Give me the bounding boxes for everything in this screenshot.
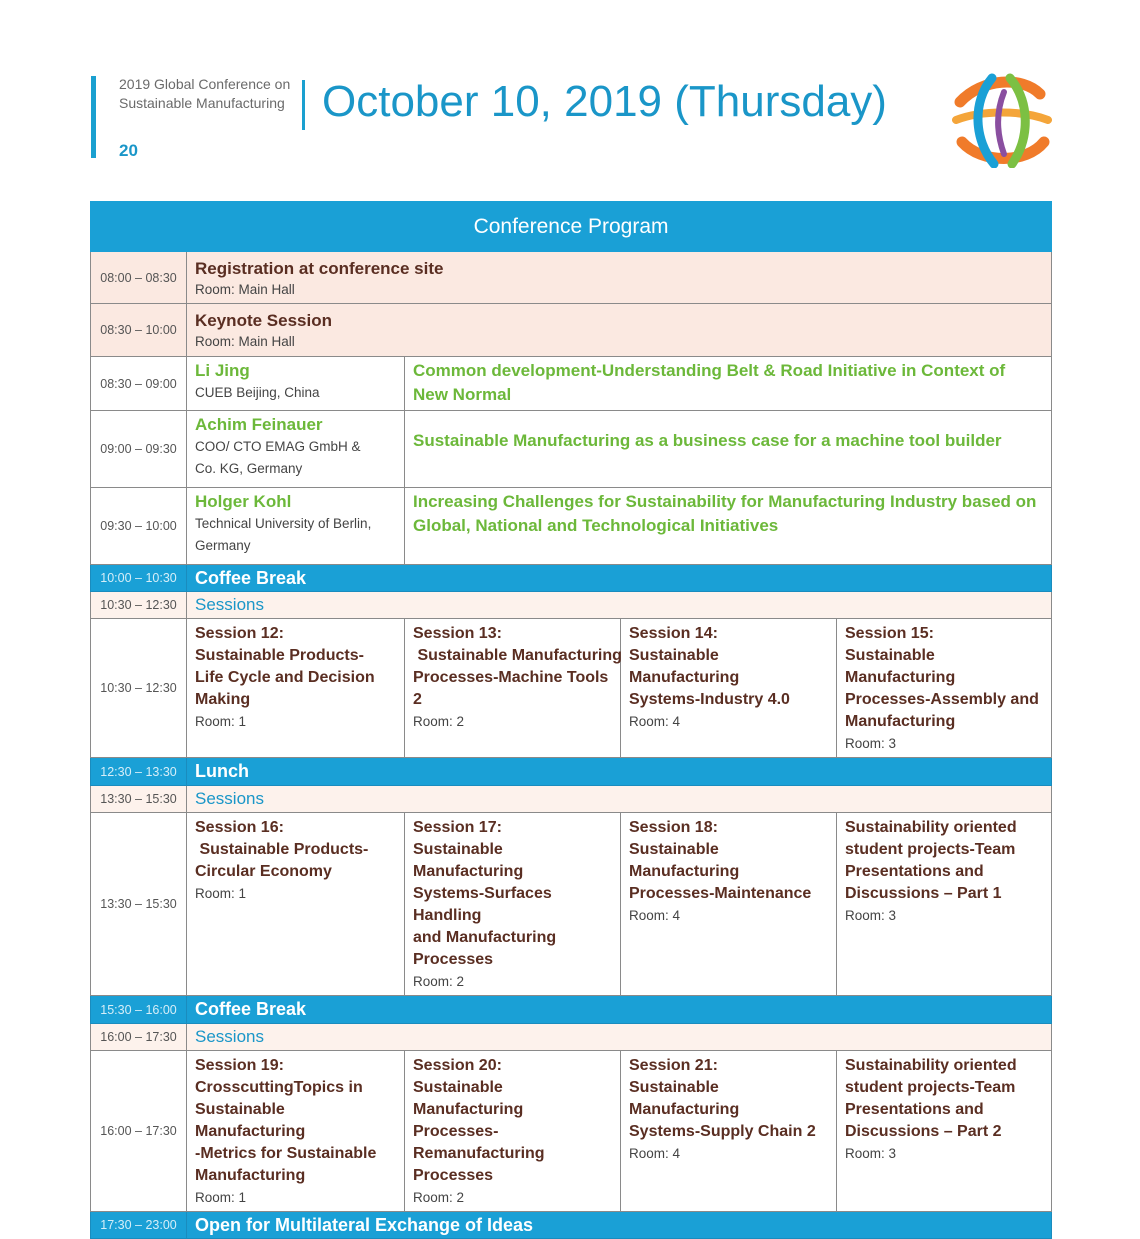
session-title-line: and Manufacturing xyxy=(413,929,557,946)
talk-title-cell xyxy=(405,488,1052,565)
break-label: Coffee Break xyxy=(187,565,1052,592)
speaker-name: Holger Kohl xyxy=(195,492,292,511)
globe-logo-icon xyxy=(952,72,1052,168)
conference-name xyxy=(119,75,299,113)
speaker-affiliation: Technical University of Berlin, xyxy=(195,516,372,531)
session-cell xyxy=(405,813,621,996)
conference-name-line1: 2019 Global Conference on xyxy=(119,76,291,92)
session-title-line: Systems-Supply Chain 2 xyxy=(629,1123,816,1140)
session-title-line: Manufacturing xyxy=(195,1167,306,1184)
time-cell: 13:30 – 15:30 xyxy=(91,786,187,813)
session-cell xyxy=(405,1051,621,1212)
session-title-line: Systems-Industry 4.0 xyxy=(629,691,790,708)
session-cell xyxy=(837,813,1052,996)
session-cell xyxy=(187,619,405,758)
session-title-line: Sustainable Manufacturing xyxy=(629,1079,740,1118)
speaker-cell xyxy=(187,488,405,565)
session-heading: Sustainability oriented xyxy=(845,819,1017,836)
time-cell: 08:30 – 10:00 xyxy=(91,304,187,357)
time-cell: 09:00 – 09:30 xyxy=(91,411,187,488)
session-heading: Session 12: xyxy=(195,625,284,642)
break-label: Coffee Break xyxy=(187,996,1052,1024)
session-title-line: Sustainable Products- xyxy=(195,647,364,664)
session-title-line: Processes-Maintenance xyxy=(629,885,812,902)
session-room: Room: 4 xyxy=(629,714,681,729)
session-title-line: Processes-Assembly and xyxy=(845,691,1039,708)
keynote-cell xyxy=(187,304,1052,357)
session-title-line: Sustainable Manufacturing xyxy=(413,1079,524,1118)
time-cell: 10:00 – 10:30 xyxy=(91,565,187,592)
session-title-line: Presentations and xyxy=(845,863,984,880)
sessions-bar-row xyxy=(91,1024,1052,1051)
session-title-line: Processes xyxy=(413,1167,494,1184)
session-title-line: Presentations and xyxy=(845,1101,984,1118)
session-title-line: Discussions – Part 1 xyxy=(845,885,1002,902)
time-cell: 12:30 – 13:30 xyxy=(91,758,187,786)
time-cell: 16:00 – 17:30 xyxy=(91,1024,187,1051)
session-heading: Session 20: xyxy=(413,1057,502,1074)
time-cell: 16:00 – 17:30 xyxy=(91,1051,187,1212)
session-title-line: Sustainable Manufacturing xyxy=(629,841,740,880)
session-heading: Session 14: xyxy=(629,625,718,642)
session-heading: Sustainability oriented xyxy=(845,1057,1017,1074)
session-heading: Session 17: xyxy=(413,819,502,836)
coffee-break-row xyxy=(91,996,1052,1024)
session-heading: Session 21: xyxy=(629,1057,718,1074)
session-title-line: Processes-Remanufacturing xyxy=(413,1123,545,1162)
session-title-line: Manufacturing xyxy=(845,713,956,730)
conference-name-line2: Sustainable Manufacturing xyxy=(119,95,285,111)
talk-title: Sustainable Manufacturing as a business case for a machine tool builder xyxy=(413,431,1002,450)
sessions-label: Sessions xyxy=(187,786,1052,813)
session-room: Room: 4 xyxy=(629,1146,681,1161)
session-cell xyxy=(837,1051,1052,1212)
session-room: Room: 4 xyxy=(629,908,681,923)
event-title: Registration at conference site xyxy=(195,259,444,278)
page-title: October 10, 2019 (Thursday) xyxy=(322,77,887,126)
session-title-line: Making xyxy=(195,691,251,708)
talk-title-cell xyxy=(405,357,1052,411)
session-cell xyxy=(187,1051,405,1212)
speaker-affiliation: CUEB Beijing, China xyxy=(195,385,320,400)
session-title-line: Sustainable Products- xyxy=(195,841,369,858)
sessions-row xyxy=(91,813,1052,996)
sessions-bar-row xyxy=(91,592,1052,619)
keynote-row xyxy=(91,304,1052,357)
talk-title-cell xyxy=(405,411,1052,488)
session-title-line: student projects-Team xyxy=(845,1079,1016,1096)
session-cell xyxy=(837,619,1052,758)
session-title-line: Circular Economy xyxy=(195,863,332,880)
talk-row xyxy=(91,488,1052,565)
event-title: Keynote Session xyxy=(195,311,332,330)
talk-row xyxy=(91,411,1052,488)
session-room: Room: 2 xyxy=(413,1190,465,1205)
time-cell: 15:30 – 16:00 xyxy=(91,996,187,1024)
time-cell: 10:30 – 12:30 xyxy=(91,619,187,758)
session-cell xyxy=(405,619,621,758)
conference-program-table xyxy=(90,201,1052,1239)
coffee-break-row xyxy=(91,565,1052,592)
session-room: Room: 1 xyxy=(195,714,247,729)
program-title: Conference Program xyxy=(91,202,1052,252)
registration-cell xyxy=(187,252,1052,304)
session-heading: Session 19: xyxy=(195,1057,284,1074)
session-room: Room: 1 xyxy=(195,886,247,901)
session-title-line: Sustainable Manufacturing xyxy=(413,647,622,664)
open-exchange-row xyxy=(91,1212,1052,1239)
session-title-line: Sustainable Manufacturing xyxy=(195,1101,306,1140)
session-title-line: Processes xyxy=(413,951,494,968)
session-title-line: Systems-Surfaces Handling xyxy=(413,885,552,924)
break-label: Lunch xyxy=(187,758,1052,786)
session-title-line: Life Cycle and Decision xyxy=(195,669,375,686)
header-accent-bar xyxy=(91,76,96,158)
session-title-line: Sustainable Manufacturing xyxy=(629,647,740,686)
talk-title: Common development-Understanding Belt & Road Initiative in Context of New Normal xyxy=(413,361,1006,404)
speaker-affiliation: COO/ CTO EMAG GmbH & xyxy=(195,439,361,454)
speaker-affiliation: Co. KG, Germany xyxy=(195,461,303,476)
registration-row xyxy=(91,252,1052,304)
session-heading: Session 15: xyxy=(845,625,934,642)
session-cell xyxy=(621,619,837,758)
header-separator xyxy=(302,80,305,130)
time-cell: 09:30 – 10:00 xyxy=(91,488,187,565)
time-cell: 08:30 – 09:00 xyxy=(91,357,187,411)
session-cell xyxy=(621,1051,837,1212)
lunch-row xyxy=(91,758,1052,786)
event-room: Room: Main Hall xyxy=(195,334,295,349)
sessions-label: Sessions xyxy=(187,592,1052,619)
speaker-name: Achim Feinauer xyxy=(195,415,323,434)
time-cell: 10:30 – 12:30 xyxy=(91,592,187,619)
talk-title: Increasing Challenges for Sustainability for Manufacturing Industry based on Global, National and Technological Initiatives xyxy=(413,492,1037,535)
sessions-row xyxy=(91,619,1052,758)
session-title-line: Sustainable Manufacturing xyxy=(413,841,524,880)
session-title-line: -Metrics for Sustainable xyxy=(195,1145,377,1162)
talk-row xyxy=(91,357,1052,411)
session-room: Room: 3 xyxy=(845,736,897,751)
time-cell: 13:30 – 15:30 xyxy=(91,813,187,996)
session-room: Room: 2 xyxy=(413,974,465,989)
speaker-name: Li Jing xyxy=(195,361,250,380)
session-title-line: Sustainable Manufacturing xyxy=(845,647,956,686)
event-room: Room: Main Hall xyxy=(195,282,295,297)
time-cell: 08:00 – 08:30 xyxy=(91,252,187,304)
session-cell xyxy=(621,813,837,996)
session-title-line: Discussions – Part 2 xyxy=(845,1123,1002,1140)
session-title-line: CrosscuttingTopics in xyxy=(195,1079,363,1096)
session-heading: Session 13: xyxy=(413,625,502,642)
sessions-bar-row xyxy=(91,786,1052,813)
speaker-cell xyxy=(187,357,405,411)
time-cell: 17:30 – 23:00 xyxy=(91,1212,187,1239)
speaker-cell xyxy=(187,411,405,488)
session-room: Room: 3 xyxy=(845,908,897,923)
sessions-label: Sessions xyxy=(187,1024,1052,1051)
session-cell xyxy=(187,813,405,996)
speaker-affiliation: Germany xyxy=(195,538,251,553)
page-number: 20 xyxy=(119,141,138,160)
session-title-line: Processes-Machine Tools 2 xyxy=(413,669,609,708)
program-title-row xyxy=(91,202,1052,252)
session-room: Room: 2 xyxy=(413,714,465,729)
session-room: Room: 1 xyxy=(195,1190,247,1205)
sessions-row xyxy=(91,1051,1052,1212)
session-heading: Session 16: xyxy=(195,819,284,836)
session-title-line: student projects-Team xyxy=(845,841,1016,858)
break-label: Open for Multilateral Exchange of Ideas xyxy=(187,1212,1052,1239)
session-room: Room: 3 xyxy=(845,1146,897,1161)
session-heading: Session 18: xyxy=(629,819,718,836)
